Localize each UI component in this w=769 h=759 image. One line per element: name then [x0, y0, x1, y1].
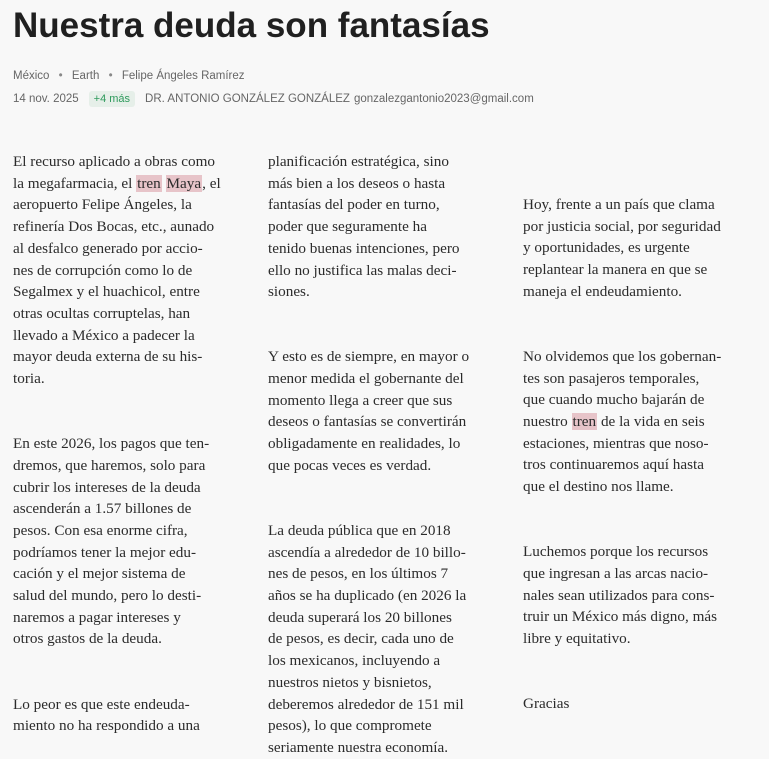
- text-segment: , el: [202, 174, 221, 192]
- section-tag[interactable]: Earth: [71, 70, 100, 82]
- byline-tag[interactable]: Felipe Ángeles Ramírez: [121, 70, 245, 82]
- text-line: Gracias: [523, 695, 570, 713]
- text-line: [13, 173, 245, 195]
- text-line: naremos a pagar intereses y: [13, 608, 181, 626]
- text-line: más bien a los deseos o hasta: [268, 174, 446, 192]
- text-line: toria.: [13, 370, 45, 388]
- text-line: nes de corrupción como lo de: [13, 261, 193, 279]
- highlighted-word[interactable]: tren: [137, 174, 161, 192]
- text-line: La deuda pública que en 2018: [268, 521, 451, 539]
- text-line: tenido buenas intenciones, pero: [268, 239, 460, 257]
- text-segment: [162, 175, 166, 192]
- text-line: Segalmex y el huachicol, entre: [13, 283, 200, 301]
- text-line: que pocas veces es verdad.: [268, 456, 432, 474]
- text-line: libre y equitativo.: [523, 630, 631, 648]
- text-line: poder que seguramente ha: [268, 218, 427, 236]
- text-line: En este 2026, los pagos que ten-: [13, 435, 210, 453]
- text-line: dremos, que haremos, solo para: [13, 456, 206, 474]
- text-line: El recurso aplicado a obras como: [13, 153, 215, 170]
- text-line: [523, 411, 755, 433]
- text-line: deberemos alrededor de 151 mil: [268, 695, 464, 713]
- paragraph: [13, 694, 245, 737]
- text-line: ascenderán a 1.57 billones de: [13, 500, 192, 518]
- article-title: Nuestra deuda son fantasías: [13, 6, 490, 45]
- author-name: DR. ANTONIO GONZÁLEZ GONZÁLEZ: [145, 93, 350, 105]
- text-line: podríamos tener la mejor edu-: [13, 543, 197, 561]
- text-line: otros gastos de la deuda.: [13, 630, 162, 648]
- paragraph-gap: [268, 477, 500, 520]
- text-line: de pesos, es decir, cada uno de: [268, 630, 454, 648]
- text-line: pesos. Con esa enorme cifra,: [13, 521, 188, 539]
- text-line: seriamente nuestra economía.: [268, 738, 449, 756]
- column-1: [13, 151, 245, 737]
- text-segment: nuestro: [523, 413, 572, 431]
- text-line: obligadamente en realidades, lo: [268, 435, 461, 453]
- text-line: salud del mundo, pero lo desti-: [13, 587, 202, 605]
- text-line: truir un México más digno, más: [523, 608, 718, 626]
- text-segment: de la vida en seis: [597, 413, 705, 431]
- text-line: No olvidemos que los gobernan-: [523, 347, 722, 365]
- text-line: aeropuerto Felipe Ángeles, la: [13, 196, 192, 214]
- paragraph-gap: [523, 650, 755, 693]
- paragraph: [523, 194, 755, 303]
- text-line: deseos o fantasías se convertirán: [268, 413, 467, 431]
- paragraph-gap: [523, 498, 755, 541]
- text-line: refinería Dos Bocas, etc., aunado: [13, 218, 215, 236]
- text-line: Hoy, frente a un país que clama: [523, 196, 715, 213]
- text-line: nes de pesos, en los últimos 7: [268, 565, 449, 583]
- text-line: nuestros nietos y bisnietos,: [268, 673, 432, 691]
- text-line: por justicia social, por seguridad: [523, 217, 721, 235]
- text-line: cación y el mejor sistema de: [13, 565, 186, 583]
- text-line: llevado a México a padecer la: [13, 326, 195, 344]
- column-2: [268, 151, 500, 759]
- paragraph-gap: [13, 650, 245, 693]
- text-line: menor medida el gobernante del: [268, 370, 464, 388]
- paragraph: [268, 520, 500, 759]
- text-line: tes son pasajeros temporales,: [523, 369, 700, 387]
- location-tag[interactable]: México: [13, 70, 50, 82]
- text-segment: la megafarmacia, el: [13, 174, 137, 192]
- text-line: los mexicanos, incluyendo a: [268, 652, 441, 670]
- article-meta: [13, 91, 534, 107]
- text-line: cubrir los intereses de la deuda: [13, 478, 201, 496]
- paragraph-gap: [268, 303, 500, 346]
- text-line: tros continuaremos aquí hasta: [523, 456, 704, 474]
- paragraph: [523, 346, 755, 498]
- text-line: años se ha duplicado (en 2026 la: [268, 587, 467, 605]
- text-line: Luchemos porque los recursos: [523, 543, 709, 561]
- text-line: Y esto es de siempre, en mayor o: [268, 348, 470, 366]
- text-line: al desfalco generado por accio-: [13, 239, 203, 257]
- text-line: que ingresan a las arcas nacio-: [523, 564, 709, 582]
- text-line: mayor deuda externa de su his-: [13, 348, 203, 366]
- text-line: Lo peor es que este endeuda-: [13, 695, 190, 713]
- paragraph: [268, 151, 500, 303]
- paragraph: [523, 693, 755, 715]
- text-line: nales sean utilizados para cons-: [523, 586, 715, 604]
- text-line: siones.: [268, 283, 310, 301]
- text-line: otras ocultas corruptelas, han: [13, 304, 191, 322]
- highlighted-word[interactable]: Maya: [166, 174, 202, 192]
- paragraph: [13, 151, 245, 390]
- text-line: replantear la manera en que se: [523, 261, 708, 279]
- text-line: pesos), lo que compromete: [268, 717, 432, 735]
- paragraph: [13, 433, 245, 650]
- text-line: que el destino nos llame.: [523, 478, 674, 496]
- text-line: maneja el endeudamiento.: [523, 282, 682, 300]
- text-line: y oportunidades, es urgente: [523, 239, 690, 257]
- publish-date: 14 nov. 2025: [13, 93, 79, 105]
- separator-dot: •: [58, 70, 63, 82]
- column-3: [523, 194, 755, 715]
- paragraph: [523, 541, 755, 650]
- text-line: deuda superará los 20 billones: [268, 608, 452, 626]
- text-line: planificación estratégica, sino: [268, 153, 449, 170]
- text-line: ascendía a alrededor de 10 billo-: [268, 543, 466, 561]
- paragraph: [268, 346, 500, 476]
- article-tags: [13, 70, 245, 82]
- text-line: ello no justifica las malas deci-: [268, 261, 457, 279]
- paragraph-gap: [523, 303, 755, 346]
- text-line: miento no ha respondido a una: [13, 717, 200, 735]
- separator-dot: •: [108, 70, 113, 82]
- text-line: estaciones, mientras que noso-: [523, 434, 709, 452]
- text-line: momento llega a creer que sus: [268, 391, 453, 409]
- text-line: fantasías del poder en turno,: [268, 196, 440, 214]
- text-line: que cuando mucho bajarán de: [523, 391, 705, 409]
- author-email[interactable]: gonzalezgantonio2023@gmail.com: [353, 93, 534, 105]
- more-tags-badge[interactable]: +4 más: [89, 91, 135, 107]
- paragraph-gap: [13, 390, 245, 433]
- highlighted-word[interactable]: tren: [572, 413, 597, 431]
